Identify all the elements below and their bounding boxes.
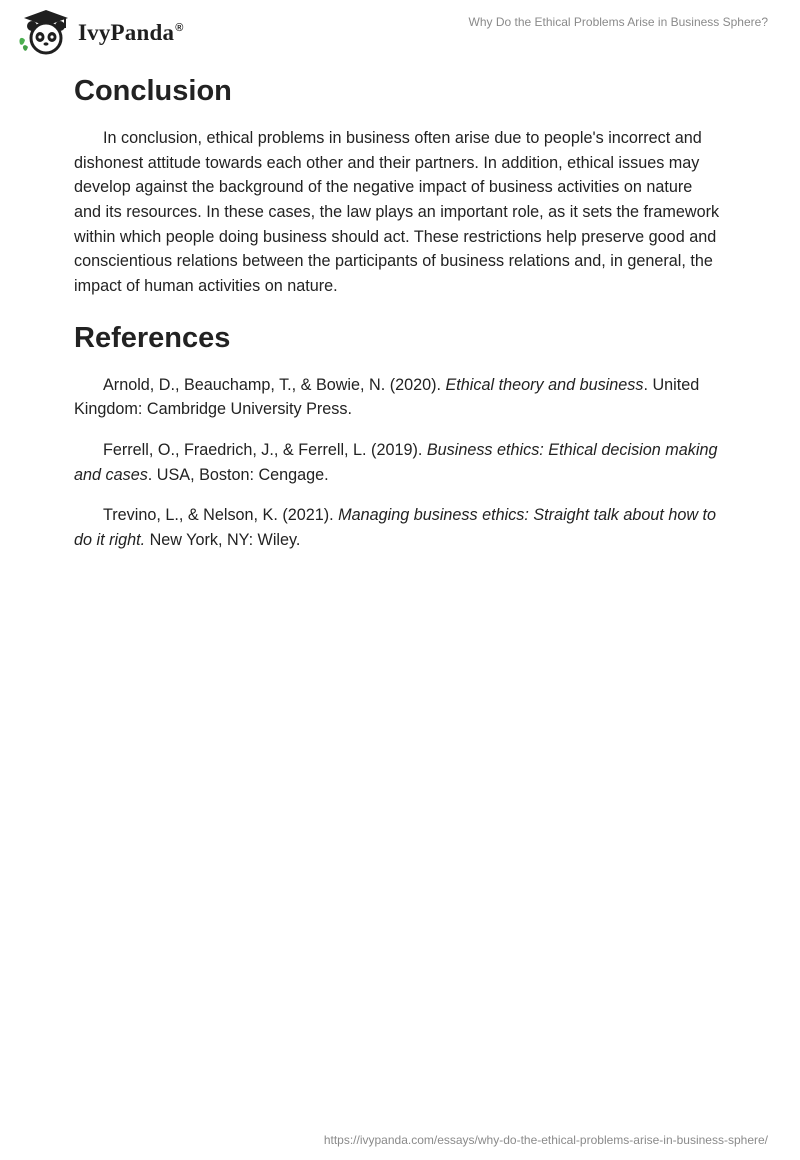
reference-item: Arnold, D., Beauchamp, T., & Bowie, N. (2020). Ethical theory and business. United Kingdom: Cambridge University Press. (74, 375, 700, 419)
reference-title: Ethical theory and business (445, 375, 644, 394)
references-heading: References (74, 321, 231, 354)
references-section (74, 321, 722, 553)
registered-mark: ® (175, 22, 184, 35)
conclusion-section (74, 74, 722, 299)
conclusion-paragraph: In conclusion, ethical problems in business often arise due to people's incorrect and dishonest attitude towards each other and their partners. In addition, ethical issues may develop against the background of the negative impact of business activities on nature and its resources. In these cases, the law plays an important role, as it sets the framework within which people doing business should act. These restrictions help preserve good and conscientious relations between the participants of business relations and, in general, the impact of human activities on nature. (74, 128, 720, 296)
panda-graduate-icon (16, 8, 78, 56)
running-title: Why Do the Ethical Problems Arise in Business Sphere? (468, 15, 768, 29)
reference-title: Managing business ethics: Straight talk about how to do it right. (74, 506, 717, 550)
essay-content (74, 70, 722, 569)
brand-name: IvyPanda® (78, 20, 184, 45)
reference-item: Trevino, L., & Nelson, K. (2021). Managing business ethics: Straight talk about how to do it right. New York, NY: Wiley. (74, 506, 717, 550)
conclusion-heading: Conclusion (74, 75, 232, 107)
brand-logo[interactable] (16, 8, 184, 56)
reference-title: Business ethics: Ethical decision making and cases (74, 440, 718, 484)
page-header (0, 0, 800, 70)
reference-item: Ferrell, O., Fraedrich, J., & Ferrell, L. (2019). Business ethics: Ethical decision making and cases. USA, Boston: Cengage. (74, 440, 718, 484)
source-url[interactable]: https://ivypanda.com/essays/why-do-the-ethical-problems-arise-in-business-sphere/ (323, 1133, 768, 1147)
